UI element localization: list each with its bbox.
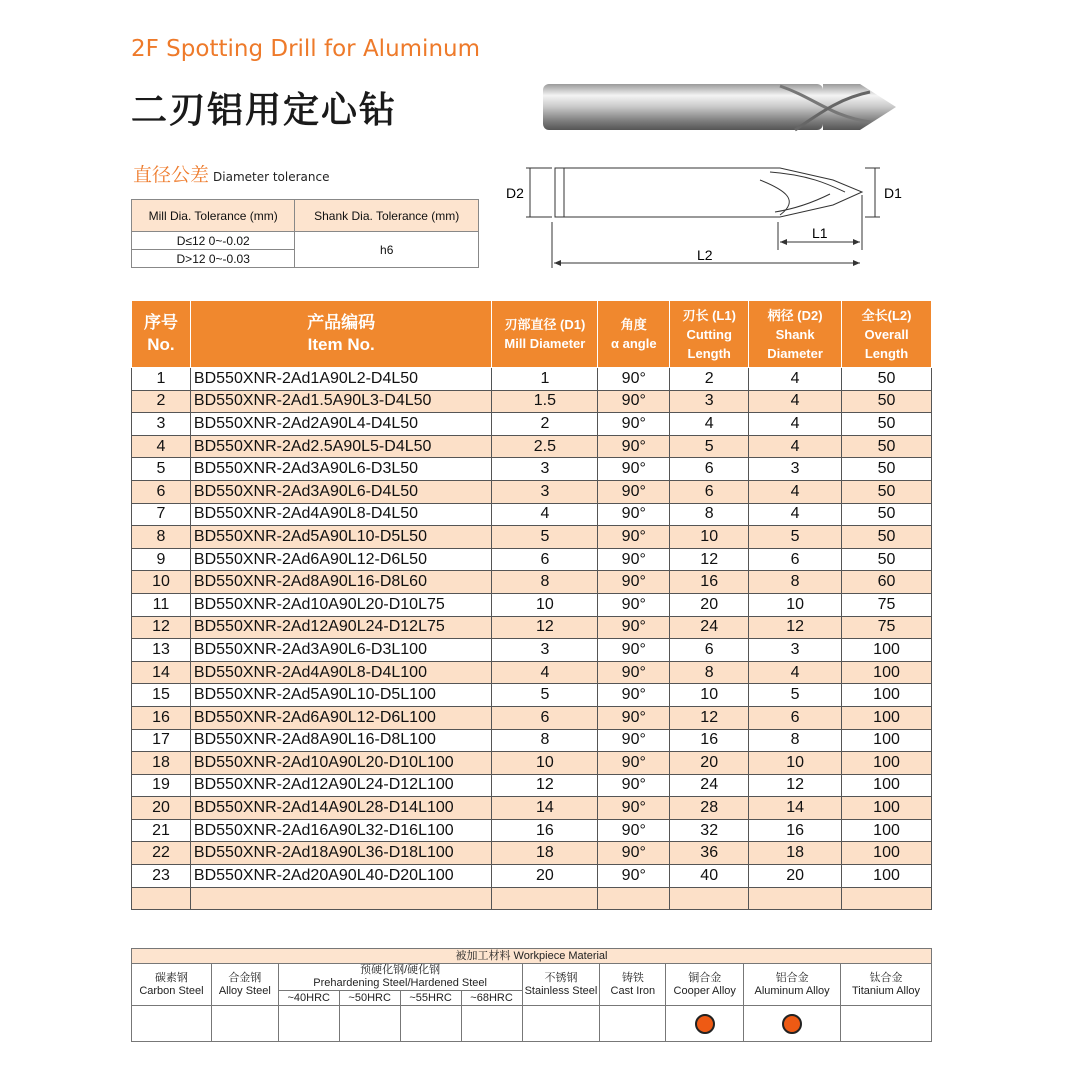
cell-overall-length: 100	[842, 729, 932, 752]
header-overall-length: 全长(L2) Overall Length	[842, 301, 932, 368]
table-row	[132, 413, 932, 436]
cell-cutting-length: 16	[670, 729, 749, 752]
cell-mill-diameter: 10	[492, 593, 598, 616]
cell-shank-diameter: 4	[749, 661, 842, 684]
table-row	[132, 548, 932, 571]
cell-no: 15	[132, 684, 191, 707]
cell-angle: 90°	[598, 842, 670, 865]
cell-mill-diameter: 5	[492, 684, 598, 707]
cell-item-code: BD550XNR-2Ad16A90L32-D16L100	[190, 819, 492, 842]
cell-shank-diameter: 14	[749, 797, 842, 820]
cell-item-code: BD550XNR-2Ad4A90L8-D4L50	[190, 503, 492, 526]
cell-overall-length: 100	[842, 819, 932, 842]
cell-cutting-length: 24	[670, 774, 749, 797]
cell-cutting-length: 6	[670, 639, 749, 662]
cell-angle: 90°	[598, 684, 670, 707]
cell-empty	[749, 887, 842, 910]
spec-table-body	[132, 368, 932, 910]
cell-cutting-length: 28	[670, 797, 749, 820]
cell-angle: 90°	[598, 435, 670, 458]
cell-item-code: BD550XNR-2Ad3A90L6-D3L100	[190, 639, 492, 662]
table-row	[132, 616, 932, 639]
title-chinese: 二刃铝用定心钻	[131, 90, 398, 131]
tolerance-row1: D≤12 0~-0.02	[132, 232, 295, 250]
cell-cutting-length: 10	[670, 684, 749, 707]
cell-overall-length: 50	[842, 526, 932, 549]
tolerance-heading-cn: 直径公差	[133, 164, 210, 186]
cell-angle: 90°	[598, 548, 670, 571]
cell-cutting-length: 2	[670, 368, 749, 391]
wm-55hrc: ~55HRC	[400, 991, 461, 1006]
cell-no: 19	[132, 774, 191, 797]
tolerance-row2: D>12 0~-0.03	[132, 250, 295, 268]
tolerance-heading-en: Diameter tolerance	[213, 170, 330, 184]
cell-no: 21	[132, 819, 191, 842]
cell-cutting-length: 10	[670, 526, 749, 549]
cell-empty	[598, 887, 670, 910]
cell-cutting-length: 16	[670, 571, 749, 594]
cell-empty	[132, 887, 191, 910]
cell-cutting-length: 6	[670, 480, 749, 503]
cell-item-code: BD550XNR-2Ad6A90L12-D6L100	[190, 706, 492, 729]
cell-angle: 90°	[598, 368, 670, 391]
cell-angle: 90°	[598, 571, 670, 594]
cell-mill-diameter: 6	[492, 706, 598, 729]
cell-shank-diameter: 4	[749, 368, 842, 391]
cell-no: 6	[132, 480, 191, 503]
cell-no: 1	[132, 368, 191, 391]
wm-prehardening-steel: 预硬化钢/硬化钢 Prehardening Steel/Hardened Steel	[278, 964, 522, 991]
drill-photo	[540, 78, 900, 136]
cell-mill-diameter: 3	[492, 480, 598, 503]
cell-mill-diameter: 4	[492, 661, 598, 684]
table-row	[132, 480, 932, 503]
cell-mill-diameter: 20	[492, 865, 598, 888]
cell-mill-diameter: 18	[492, 842, 598, 865]
cell-empty	[190, 887, 492, 910]
cell-overall-length: 50	[842, 503, 932, 526]
cell-overall-length: 100	[842, 797, 932, 820]
cell-angle: 90°	[598, 774, 670, 797]
cell-mill-diameter: 8	[492, 571, 598, 594]
tolerance-shank-value: h6	[295, 232, 479, 268]
cell-overall-length: 75	[842, 593, 932, 616]
cell-angle: 90°	[598, 661, 670, 684]
cell-overall-length: 100	[842, 639, 932, 662]
cell-no: 8	[132, 526, 191, 549]
wm-mark-iron	[600, 1006, 666, 1042]
cell-overall-length: 50	[842, 390, 932, 413]
wm-68hrc: ~68HRC	[461, 991, 522, 1006]
header-cutting-length: 刃长 (L1) Cutting Length	[670, 301, 749, 368]
suitable-dot-icon	[695, 1014, 715, 1034]
cell-shank-diameter: 10	[749, 752, 842, 775]
cell-shank-diameter: 4	[749, 503, 842, 526]
cell-angle: 90°	[598, 797, 670, 820]
cell-shank-diameter: 6	[749, 706, 842, 729]
cell-mill-diameter: 16	[492, 819, 598, 842]
header-no: 序号 No.	[132, 301, 191, 368]
cell-angle: 90°	[598, 616, 670, 639]
cell-angle: 90°	[598, 458, 670, 481]
label-d2: D2	[506, 185, 524, 201]
cell-no: 14	[132, 661, 191, 684]
cell-no: 13	[132, 639, 191, 662]
cell-angle: 90°	[598, 639, 670, 662]
cell-no: 23	[132, 865, 191, 888]
table-row	[132, 435, 932, 458]
table-row	[132, 706, 932, 729]
tolerance-table	[131, 199, 479, 268]
cell-mill-diameter: 10	[492, 752, 598, 775]
cell-cutting-length: 32	[670, 819, 749, 842]
table-row	[132, 661, 932, 684]
cell-item-code: BD550XNR-2Ad8A90L16-D8L60	[190, 571, 492, 594]
cell-empty	[842, 887, 932, 910]
cell-cutting-length: 8	[670, 661, 749, 684]
table-row	[132, 684, 932, 707]
cell-item-code: BD550XNR-2Ad10A90L20-D10L100	[190, 752, 492, 775]
cell-angle: 90°	[598, 706, 670, 729]
wm-mark-55	[400, 1006, 461, 1042]
tolerance-heading	[133, 160, 330, 187]
cell-angle: 90°	[598, 865, 670, 888]
cell-no: 17	[132, 729, 191, 752]
wm-mark-titanium	[841, 1006, 932, 1042]
cell-shank-diameter: 3	[749, 458, 842, 481]
wm-mark-50	[339, 1006, 400, 1042]
cell-item-code: BD550XNR-2Ad20A90L40-D20L100	[190, 865, 492, 888]
wm-mark-carbon	[132, 1006, 212, 1042]
cell-overall-length: 50	[842, 458, 932, 481]
cell-item-code: BD550XNR-2Ad1A90L2-D4L50	[190, 368, 492, 391]
wm-40hrc: ~40HRC	[278, 991, 339, 1006]
cell-item-code: BD550XNR-2Ad8A90L16-D8L100	[190, 729, 492, 752]
cell-no: 12	[132, 616, 191, 639]
table-row	[132, 503, 932, 526]
cell-item-code: BD550XNR-2Ad2.5A90L5-D4L50	[190, 435, 492, 458]
cell-shank-diameter: 5	[749, 684, 842, 707]
cell-angle: 90°	[598, 503, 670, 526]
table-row	[132, 819, 932, 842]
cell-shank-diameter: 4	[749, 435, 842, 458]
cell-angle: 90°	[598, 752, 670, 775]
cell-no: 18	[132, 752, 191, 775]
table-row	[132, 571, 932, 594]
wm-50hrc: ~50HRC	[339, 991, 400, 1006]
workpiece-title: 被加工材料 Workpiece Material	[132, 949, 932, 964]
cell-item-code: BD550XNR-2Ad10A90L20-D10L75	[190, 593, 492, 616]
cell-overall-length: 50	[842, 368, 932, 391]
cell-overall-length: 50	[842, 480, 932, 503]
cell-overall-length: 75	[842, 616, 932, 639]
table-row	[132, 639, 932, 662]
cell-no: 7	[132, 503, 191, 526]
tolerance-col-mill: Mill Dia. Tolerance (mm)	[132, 200, 295, 232]
cell-mill-diameter: 1.5	[492, 390, 598, 413]
tolerance-col-shank: Shank Dia. Tolerance (mm)	[295, 200, 479, 232]
cell-cutting-length: 4	[670, 413, 749, 436]
cell-item-code: BD550XNR-2Ad12A90L24-D12L100	[190, 774, 492, 797]
cell-item-code: BD550XNR-2Ad1.5A90L3-D4L50	[190, 390, 492, 413]
table-row	[132, 390, 932, 413]
table-row	[132, 368, 932, 391]
cell-shank-diameter: 5	[749, 526, 842, 549]
cell-no: 9	[132, 548, 191, 571]
wm-carbon-steel: 碳素钢 Carbon Steel	[132, 964, 212, 1006]
cell-shank-diameter: 12	[749, 774, 842, 797]
cell-cutting-length: 8	[670, 503, 749, 526]
cell-no: 10	[132, 571, 191, 594]
wm-mark-copper	[666, 1006, 744, 1042]
cell-cutting-length: 5	[670, 435, 749, 458]
spec-table	[131, 300, 932, 910]
cell-mill-diameter: 2	[492, 413, 598, 436]
wm-mark-40	[278, 1006, 339, 1042]
table-row	[132, 797, 932, 820]
cell-item-code: BD550XNR-2Ad14A90L28-D14L100	[190, 797, 492, 820]
cell-no: 2	[132, 390, 191, 413]
wm-mark-stainless	[522, 1006, 600, 1042]
cell-overall-length: 100	[842, 661, 932, 684]
cell-shank-diameter: 4	[749, 413, 842, 436]
wm-mark-68	[461, 1006, 522, 1042]
cell-angle: 90°	[598, 526, 670, 549]
table-row	[132, 458, 932, 481]
cell-mill-diameter: 3	[492, 458, 598, 481]
title-english: 2F Spotting Drill for Aluminum	[131, 36, 480, 62]
cell-overall-length: 100	[842, 842, 932, 865]
cell-mill-diameter: 8	[492, 729, 598, 752]
cell-shank-diameter: 8	[749, 729, 842, 752]
table-row	[132, 842, 932, 865]
cell-shank-diameter: 18	[749, 842, 842, 865]
cell-shank-diameter: 8	[749, 571, 842, 594]
cell-cutting-length: 36	[670, 842, 749, 865]
cell-item-code: BD550XNR-2Ad12A90L24-D12L75	[190, 616, 492, 639]
cell-shank-diameter: 16	[749, 819, 842, 842]
cell-no: 22	[132, 842, 191, 865]
cell-empty	[670, 887, 749, 910]
cell-item-code: BD550XNR-2Ad2A90L4-D4L50	[190, 413, 492, 436]
table-row	[132, 729, 932, 752]
cell-cutting-length: 40	[670, 865, 749, 888]
drill-diagram	[500, 150, 920, 275]
cell-no: 3	[132, 413, 191, 436]
wm-alloy-steel: 合金钢 Alloy Steel	[211, 964, 278, 1006]
cell-angle: 90°	[598, 413, 670, 436]
cell-shank-diameter: 4	[749, 480, 842, 503]
wm-cast-iron: 铸铁 Cast Iron	[600, 964, 666, 1006]
cell-mill-diameter: 6	[492, 548, 598, 571]
cell-cutting-length: 20	[670, 593, 749, 616]
cell-mill-diameter: 12	[492, 774, 598, 797]
cell-item-code: BD550XNR-2Ad5A90L10-D5L100	[190, 684, 492, 707]
cell-shank-diameter: 3	[749, 639, 842, 662]
wm-copper-alloy: 铜合金 Cooper Alloy	[666, 964, 744, 1006]
cell-item-code: BD550XNR-2Ad4A90L8-D4L100	[190, 661, 492, 684]
cell-mill-diameter: 3	[492, 639, 598, 662]
cell-no: 11	[132, 593, 191, 616]
cell-shank-diameter: 12	[749, 616, 842, 639]
table-row	[132, 774, 932, 797]
cell-no: 20	[132, 797, 191, 820]
header-angle: 角度 α angle	[598, 301, 670, 368]
header-mill-diameter: 刃部直径 (D1) Mill Diameter	[492, 301, 598, 368]
cell-item-code: BD550XNR-2Ad3A90L6-D4L50	[190, 480, 492, 503]
cell-angle: 90°	[598, 593, 670, 616]
cell-mill-diameter: 2.5	[492, 435, 598, 458]
table-row	[132, 593, 932, 616]
cell-angle: 90°	[598, 390, 670, 413]
cell-item-code: BD550XNR-2Ad6A90L12-D6L50	[190, 548, 492, 571]
cell-overall-length: 100	[842, 706, 932, 729]
cell-no: 5	[132, 458, 191, 481]
wm-aluminum-alloy: 铝合金 Aluminum Alloy	[744, 964, 841, 1006]
cell-item-code: BD550XNR-2Ad3A90L6-D3L50	[190, 458, 492, 481]
cell-shank-diameter: 20	[749, 865, 842, 888]
header-item: 产品编码 Item No.	[190, 301, 492, 368]
cell-empty	[492, 887, 598, 910]
cell-overall-length: 60	[842, 571, 932, 594]
header-shank-diameter: 柄径 (D2) Shank Diameter	[749, 301, 842, 368]
cell-mill-diameter: 12	[492, 616, 598, 639]
wm-titanium-alloy: 钛合金 Titanium Alloy	[841, 964, 932, 1006]
cell-mill-diameter: 14	[492, 797, 598, 820]
table-row	[132, 752, 932, 775]
label-l1: L1	[812, 225, 828, 241]
suitable-dot-icon	[782, 1014, 802, 1034]
workpiece-table	[131, 948, 932, 1042]
cell-item-code: BD550XNR-2Ad18A90L36-D18L100	[190, 842, 492, 865]
cell-mill-diameter: 4	[492, 503, 598, 526]
cell-cutting-length: 20	[670, 752, 749, 775]
cell-shank-diameter: 6	[749, 548, 842, 571]
cell-overall-length: 50	[842, 435, 932, 458]
table-row	[132, 526, 932, 549]
cell-angle: 90°	[598, 819, 670, 842]
wm-mark-aluminum	[744, 1006, 841, 1042]
wm-mark-alloy	[211, 1006, 278, 1042]
cell-overall-length: 100	[842, 752, 932, 775]
cell-item-code: BD550XNR-2Ad5A90L10-D5L50	[190, 526, 492, 549]
cell-shank-diameter: 10	[749, 593, 842, 616]
cell-overall-length: 50	[842, 413, 932, 436]
cell-cutting-length: 24	[670, 616, 749, 639]
cell-no: 16	[132, 706, 191, 729]
table-row-empty	[132, 887, 932, 910]
cell-overall-length: 100	[842, 865, 932, 888]
cell-no: 4	[132, 435, 191, 458]
cell-angle: 90°	[598, 480, 670, 503]
table-row	[132, 865, 932, 888]
label-l2: L2	[697, 247, 713, 263]
cell-mill-diameter: 5	[492, 526, 598, 549]
cell-mill-diameter: 1	[492, 368, 598, 391]
cell-overall-length: 100	[842, 774, 932, 797]
cell-cutting-length: 3	[670, 390, 749, 413]
cell-overall-length: 50	[842, 548, 932, 571]
cell-cutting-length: 6	[670, 458, 749, 481]
label-d1: D1	[884, 185, 902, 201]
cell-shank-diameter: 4	[749, 390, 842, 413]
cell-angle: 90°	[598, 729, 670, 752]
cell-overall-length: 100	[842, 684, 932, 707]
cell-cutting-length: 12	[670, 548, 749, 571]
cell-cutting-length: 12	[670, 706, 749, 729]
wm-stainless-steel: 不锈钢 Stainless Steel	[522, 964, 600, 1006]
